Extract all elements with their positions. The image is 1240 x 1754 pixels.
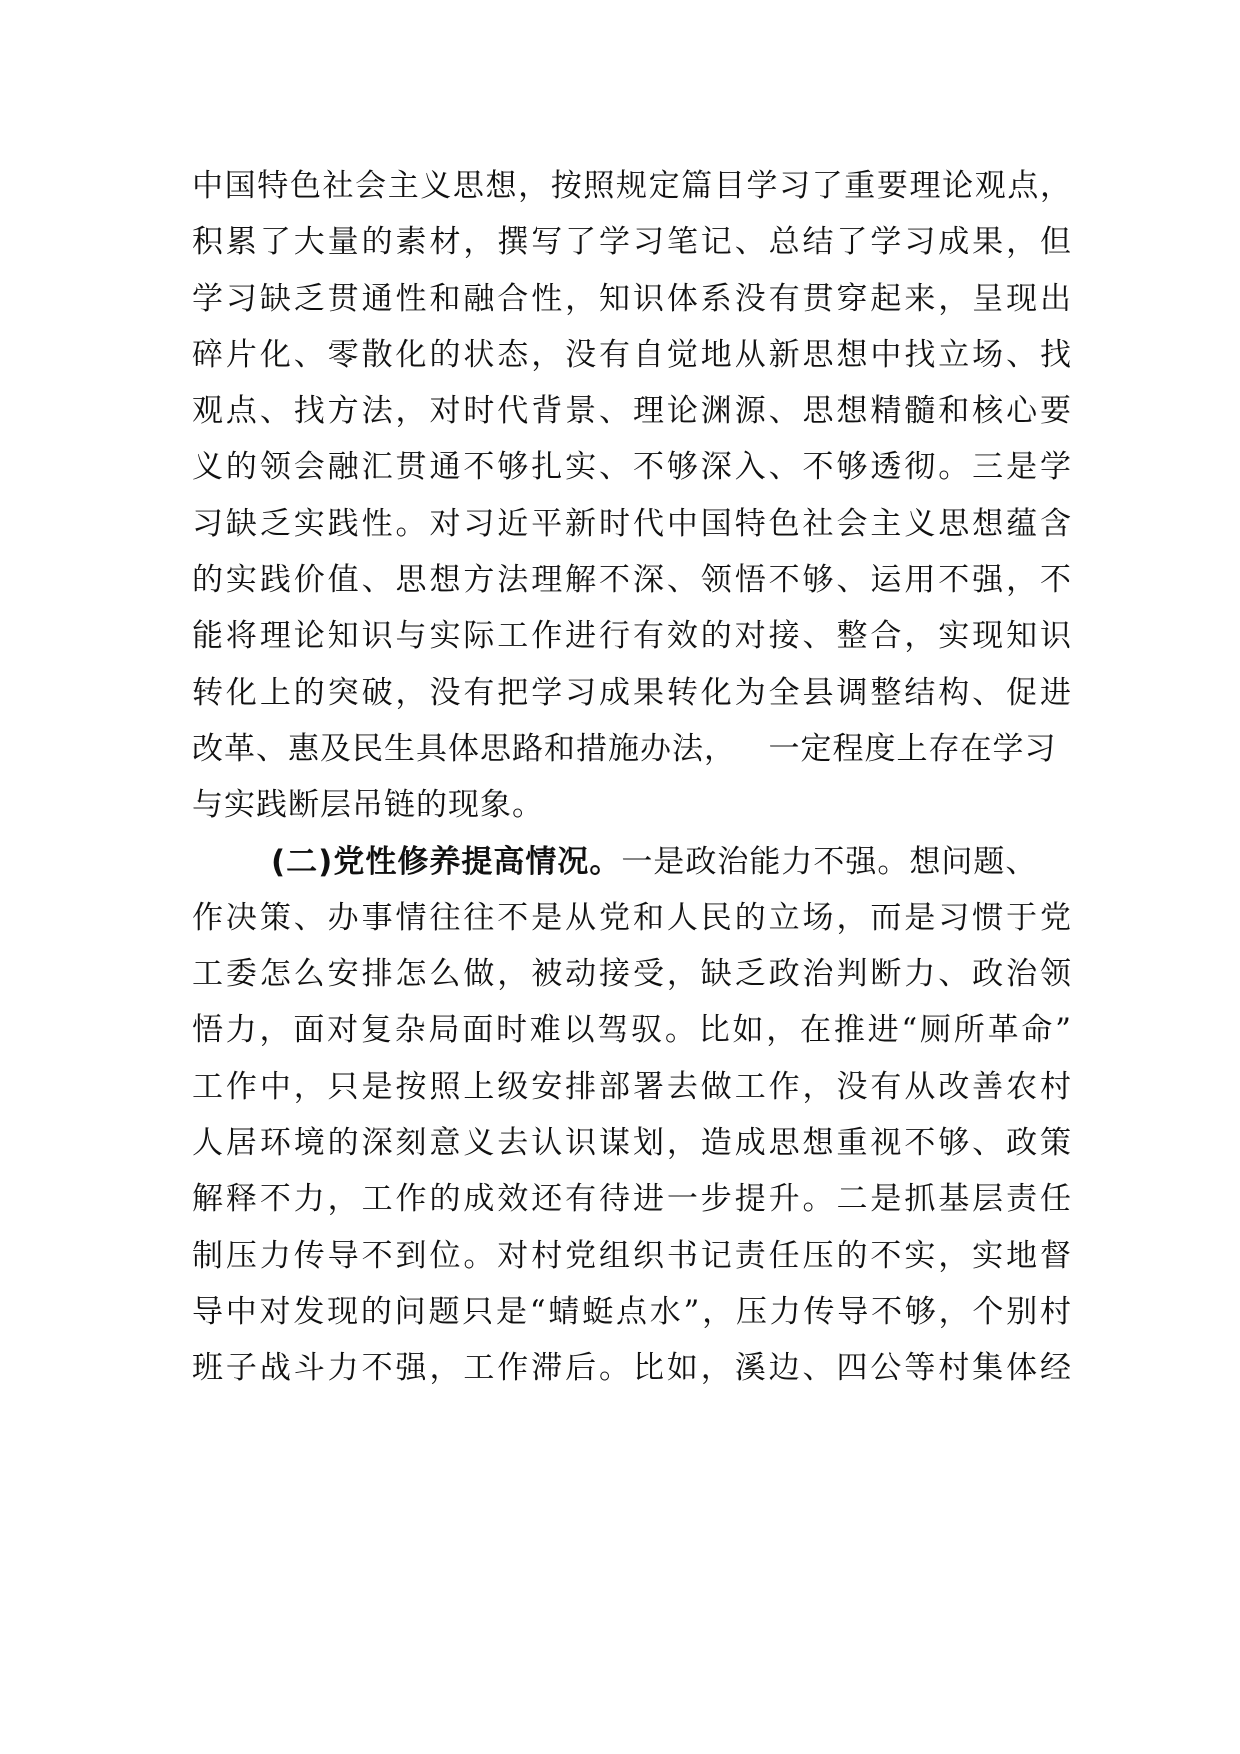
text-line: 解释不力，工作的成效还有待进一步提升。二是抓基层责任 (192, 1181, 1072, 1218)
text-line: 转化上的突破，没有把学习成果转化为全县调整结构、促进 (192, 674, 1072, 711)
text-line: 制压力传导不到位。对村党组织书记责任压的不实，实地督 (192, 1237, 1072, 1274)
text-line: 工委怎么安排怎么做，被动接受，缺乏政治判断力、政治领 (192, 956, 1072, 993)
text-line: 改革、惠及民生具体思路和措施办法， 一定程度上存在学习 (192, 730, 1057, 767)
paragraph-party-spirit (192, 834, 1072, 1397)
section-first-line (192, 834, 1072, 890)
section-first-line-text: 一是政治能力不强。想问题、 (621, 843, 1038, 880)
text-line: 悟力，面对复杂局面时难以驾驭。比如，在推进“厕所革命” (192, 1012, 1072, 1049)
paragraph-study (192, 158, 1072, 834)
text-line: 与实践断层吊链的现象。 (192, 787, 544, 824)
text-line: 的实践价值、思想方法理解不深、领悟不够、运用不强，不 (192, 562, 1072, 599)
text-line: 中国特色社会主义思想，按照规定篇目学习了重要理论观点， (192, 168, 1072, 204)
text-line: 观点、找方法，对时代背景、理论渊源、思想精髓和核心要 (192, 393, 1072, 430)
text-line: 积累了大量的素材，撰写了学习笔记、总结了学习成果，但 (192, 224, 1072, 261)
text-line: 人居环境的深刻意义去认识谋划，造成思想重视不够、政策 (192, 1125, 1072, 1162)
text-line: 能将理论知识与实际工作进行有效的对接、整合，实现知识 (192, 618, 1072, 655)
text-line: 作决策、办事情往往不是从党和人民的立场，而是习惯于党 (192, 899, 1072, 936)
text-line: 班子战斗力不强，工作滞后。比如，溪边、四公等村集体经 (192, 1350, 1072, 1387)
section-heading: (二)党性修养提高情况。 (271, 843, 622, 880)
text-line: 导中对发现的问题只是“蜻蜓点水”，压力传导不够，个别村 (192, 1293, 1072, 1330)
text-line: 义的领会融汇贯通不够扎实、不够深入、不够透彻。三是学 (192, 449, 1072, 486)
text-line: 工作中，只是按照上级安排部署去做工作，没有从改善农村 (192, 1068, 1072, 1105)
document-body (192, 158, 1072, 1397)
text-line: 习缺乏实践性。对习近平新时代中国特色社会主义思想蕴含 (192, 505, 1072, 542)
text-line: 学习缺乏贯通性和融合性，知识体系没有贯穿起来，呈现出 (192, 280, 1072, 317)
text-line: 碎片化、零散化的状态，没有自觉地从新思想中找立场、找 (192, 336, 1072, 373)
